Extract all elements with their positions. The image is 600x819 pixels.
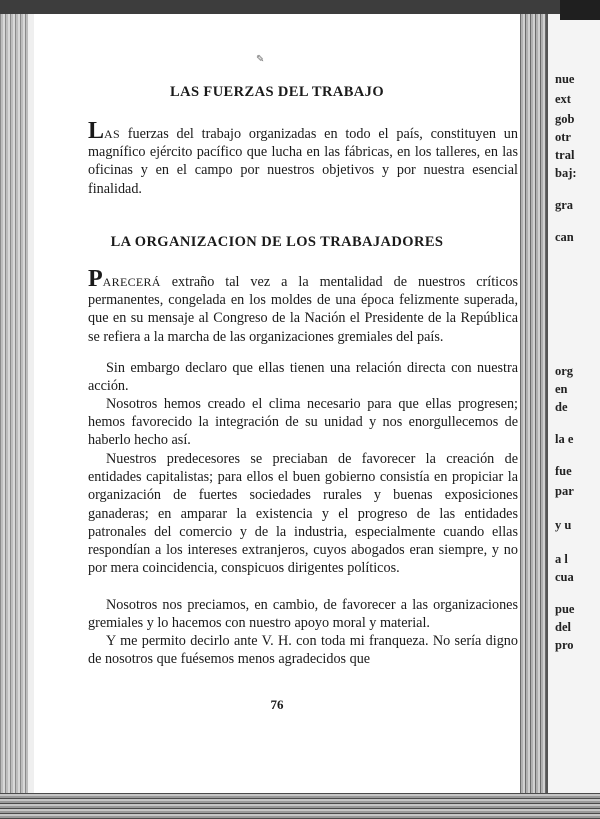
- fragment-text: nue: [555, 72, 575, 86]
- scan-top-edge: [0, 0, 600, 14]
- scan-gutter-edge: [520, 14, 546, 794]
- lead-word: AS: [104, 127, 120, 141]
- book-page: [34, 14, 520, 793]
- paragraph-nos-preciamos: [88, 596, 518, 632]
- paragraph-body: Y me permito decirlo ante V. H. con toda mi franqueza. No sería digno de nosotros que fuésemos menos agradecidos que: [88, 633, 518, 668]
- drop-cap: P: [88, 266, 103, 292]
- fragment-text: baj:: [555, 166, 577, 180]
- paragraph-franqueza: [88, 632, 518, 668]
- lead-word: ARECERÁ: [102, 275, 161, 289]
- next-page-text-fragments: [551, 0, 600, 819]
- scan-bottom-edge: [0, 793, 600, 819]
- paragraph-body: Nosotros nos preciamos, en cambio, de favorecer a las organizaciones gremiales y lo hacemos con nuestro apoyo moral y material.: [88, 597, 518, 632]
- paragraph-predecesores: [88, 450, 518, 577]
- fragment-text: can: [555, 230, 574, 244]
- fragment-text: ext: [555, 92, 571, 106]
- paragraph-nosotros-hemos: [88, 395, 518, 450]
- drop-cap: L: [88, 118, 105, 144]
- paragraph-body: Nosotros hemos creado el clima necesario para que ellas progresen; hemos favorecido la integración de su unidad y nos enorgullecemos de haberlo hecho así.: [88, 396, 518, 449]
- page-number: 76: [270, 697, 284, 712]
- paragraph-fuerzas: [88, 118, 518, 198]
- fragment-text: otr: [555, 130, 571, 144]
- fragment-text: del: [555, 620, 571, 634]
- fragment-text: gra: [555, 198, 574, 212]
- fragment-text: cua: [555, 570, 574, 584]
- fragment-text: y u: [555, 518, 572, 532]
- fragment-text: fue: [555, 464, 572, 478]
- section-heading-fuerzas: LAS FUERZAS DEL TRABAJO: [170, 84, 384, 100]
- fragment-text: de: [555, 400, 568, 414]
- paragraph-body: Sin embargo declaro que ellas tienen una relación directa con nuestra acción.: [88, 360, 518, 395]
- fragment-text: pro: [555, 638, 574, 652]
- fragment-text: tral: [555, 148, 575, 162]
- fragment-text: a l: [555, 552, 568, 566]
- fragment-text: gob: [555, 112, 575, 126]
- fragment-text: org: [555, 364, 574, 378]
- paragraph-body: fuerzas del trabajo organizadas en todo el país, constituyen un magnífico ejército pacífico que lucha en las fábricas, en los talleres, en las oficinas y en el campo por nuestros objetivos y por nuestra esencial finalidad.: [88, 126, 518, 197]
- fragment-text: en: [555, 382, 568, 396]
- paragraph-body: extraño tal vez a la mentalidad de nuestros críticos permanentes, congelada en los moldes de una época felizmente superada, que en su mensaje al Congreso de la Nación el Presidente de la República se refiera a la marcha de las organizaciones gremiales del país.: [88, 274, 518, 345]
- paragraph-body: Nuestros predecesores se preciaban de favorecer la creación de entidades capitalistas; para ellos el buen gobierno consistía en propiciar la organización de fuertes sociedades rurales y buenas exposiciones ganaderas; en amparar la existencia y el progreso de las entidades patronales del comercio y de la industria, especialmente cuando ellas respondían a los intereses extranjeros, cuyos abogados eran siempre, y no por mera coincidencia, conspicuos dirigentes políticos.: [88, 451, 518, 577]
- fragment-text: par: [555, 484, 574, 498]
- section-heading-organizacion: LA ORGANIZACION DE LOS TRABAJADORES: [110, 234, 444, 250]
- fragment-text: pue: [555, 602, 575, 616]
- fragment-text: la e: [555, 432, 574, 446]
- paragraph-sin-embargo: [88, 359, 518, 395]
- ink-smudge-icon: ✎: [256, 54, 265, 65]
- paragraph-parecera: [88, 266, 518, 346]
- scan-left-edge: [0, 0, 28, 819]
